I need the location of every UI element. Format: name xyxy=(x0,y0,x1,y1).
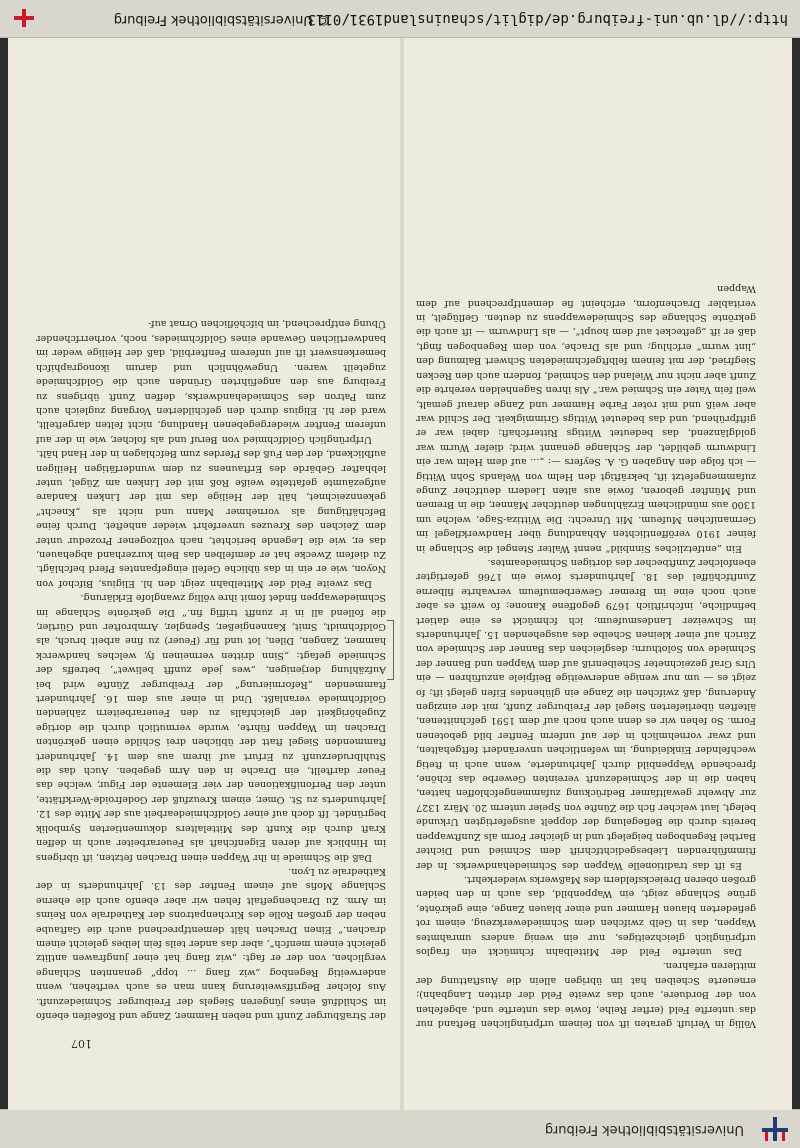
book-page xyxy=(8,38,792,1110)
university-logo-icon xyxy=(14,9,34,27)
paragraph: Urfprünglich Goldfchmied von Beruf und als folcher, wie in der auf unferem Fenfter wiedergegebenen Handlung, nicht felten dargeftellt, ward der hl. Eligius durch den gefchilderten Vorgang zugleich auch zum Patron des Schmiedehandwerks, deffen Zunft übrigens zu Freiburg aus den angeführten Gründen auch die Goldfchmiede zugeteilt waren. Ungewöhnlich und darum ikonographifch bemerkenswert ift auf unferem Fenfterbild, daß der Heilige weder im bandwertlichen Gewande eines Goldfchmiedes, noch, vorherrfchender Übung entfprechend, im bifchöflichen Ornat auf- xyxy=(36,318,386,445)
paragraph: Das unterfte Feld der Mittelbahn fchmückt ein fraglos urfprünglich gleichzeitiges, nur ein wenig anders umrahmtes Wappen, das in Gelb zwifchen dem Schmiedewerkzeug, einem rot gefiederten blauen Hammer und einer blauen Zange, eine gekrönte, grüne Schlange zeigt, ein Wappenbild, das auch in den beiden großen oberen Dreiecksfeldern des Maßwerks wiederkehrt. xyxy=(416,873,756,957)
copyright-holder: © Universitätsbibliothek Freiburg xyxy=(113,12,330,27)
library-name: Universitätsbibliothek Freiburg xyxy=(544,1122,744,1137)
paragraph: Das zweite Feld der Mittelbahn zeigt den hl. Eligius, Bifchof von Noyon, wie er ein in das übliche Gefell eingefpanntes Pferd befchlägt. Zu diefem Zwecke hat er demfelben das Bein kurzerhand abgehauen, das er, wie die Legende berichtet, nach vollzogener Prozedur unter dem Zeichen des Kreuzes unverfehrt wieder anheftet. Durch feine Befchäftigung als vornehmer Mann und nicht als „Knecht“ gekennzeichnet, hält der Heilige das mit der Linken Kandare aufgezäumte gefattelte weiße Roß mit der Linken am Zügel, unter lebhafter Gebärde des Erftaunens zu dem wunderfätigen Heiligen aufblickend, der den Fuß des Pferdes zum Befchlagen in der Hand hält. xyxy=(36,448,386,589)
university-logo-icon xyxy=(762,1117,788,1141)
permalink-url[interactable]: http://dl.ub.uni-freiburg.de/diglit/schauinsland1931/0113 xyxy=(307,11,788,27)
paragraph: der Straßburger Zunft und neben Hammer, Zange und Roßeifen ebenfo im Schildfuß eines jüngeren Siegels der Freiburger Schmiedezunft. Aus folcher Begriffsweiterung kann man es auch verftehen, wenn anderweitig Regenbog „wiz flang ... topp“ genannten Schlange verglichen, von der er fagt: „wiz flang hat einer jungfrawen antlitz geleicht einem menfch“, aber das ander teils fein leibes geleicht einem drachen.“ Einen Drachen hält dementfprechend auch die Gaftaube neben der großen Rolle des Kirchenpatrons der Kathedrale von Reims im Arm. Zu Drachengeftalt fehen wir aber ebenfo auch die eherne Schlange Mofis auf einem Fenfter des 13. Jahrhunderts in der Kathedrale zu Lyon. xyxy=(36,865,386,1021)
paragraph: Ein „entfetzliches Sinnbild“ nennt Walter Stengel die Schlange in feiner 1910 veröffentlichten Abhandlung über Handwerkflegel im Germanifchen Mufeum. Mit Unrecht: Die Wittiza-Sage, welche um 1300 aus mündlichem Erzählungen deutfcher Männer, die in Bremen und Münfter geboren, fowie aus alten Liedern deutfcher Zunge zufammengefetzt ift, bekräftigt den Helm von Welands Sohn Wittig — ich folge den Angaben G. A. Seyfers —: „... auf dem Helm war ein Lindwurm gebildet, der Schlange genannt wird; diefer Wurm war goldglänzend, das bedeutet Wittigs Ritterfchaft; dabei war er giftfprühend, und das bedeutet Wittigs Grimmigkeit. Der Schild war aber weiß und mit roter Farbe Hammer und Zange darauf gemalt, weil fein Vater ein Schmied war.“ Als ihren Sagenhelden verehrte die Zunft aber nicht nur Wieland den Schmied, fondern auch den Recken Siegfried, der mit feinem felbftgefchmiedeten Schwert Balmung den „lint wurm“ erfchlug; und als Drache, von dem Regenbogen fingt, daß er ift „geftecket auf dem houpt“, — als Lindwurm — ift auch die gekrönte Schlange des Schmiedewappens zu deuten. Geflügelt, in veritabler Drachenform, erfcheint fie dementfprechend auf dem Wappen xyxy=(416,283,756,554)
left-text-column xyxy=(416,20,756,1030)
page-gutter xyxy=(400,38,404,1110)
viewer-footer xyxy=(0,0,800,38)
margin-bracket xyxy=(387,620,394,680)
paragraph: Völlig in Verluft geraten ift von feinem urfprünglichen Beftand nur das unterfte Feld (erfter Reihe, fowie das unterfte und, abgefehen von der Borduere, auch das zweite Feld der dritten Langbahn); erneuerte Scheiben hat im übrigen allein die Ausftattung der mittleren erfahren. xyxy=(416,960,756,1029)
paragraph: Es ift das traditionelle Wappen des Schmiedehandwerks. In der ftimmführenden Liebesgedichtfchrift dem Schmied und Dichter Barthel Regenbogen beigelegt und in gleicher Form als Zunftwappen bereits durch die Befiegelung der doppelt ausgefertigten Urkunde belegt, laut welcher fich die Zünfte von Speier unterm 20. März 1327 zur Abwehr gewaltfamer Bedrückung zufammengefchloffen hatten, haben die in der Schmiedezunft vereinten Gewerbe das fchöne, fprechende Wappenbild durch Jahrhunderte, wenn auch in ftetig wechfelnder Einkleidung, im wefentlichen unverändert feftgehalten, und zwar vornehmlich in der auf unferm Fenfter bild gebotenen Form. So fehen wir es denn auch noch auf dem 1591 gefchnittenen, älteften überlieferten Siegel der Freiburger Zunft, mit der einzigen Änderung, daß zwifchen die Zange ein glühendes Eifen gelegt ift; fo zeigt es — um nur wenige anderweitige Beifpiele anzuführen — ein Ulrs Graf gezeichneter Scheibenriß auf dem Wappen und Banner der Schmiede von Solothurn; desgleichen das Banner der Schmiede von Zürich auf einer kleinen Scheibe des ausgehenden 15. Jahrhunderts im Schweizer Landesmufeum; ich fchmückt es eine datiert befindliche, infchriftlich 1679 gegoffene Kanone; fo weift es aber auch noch eine im Bremer Gewerbemufeum verwahrte filberne Zunftfchüffel des 18. Jahrhunderts fowie ein 1766 gefertigter ebenfolcher Zunftbecher des dortigen Schmiedeamtes. xyxy=(416,557,756,871)
right-text-column xyxy=(36,32,386,1022)
page-number: 107 xyxy=(71,1037,92,1050)
viewer-header xyxy=(0,1109,800,1148)
paragraph: Daß die Schmiede in ihr Wappen einen Drachen fetzten, ift übrigens im Hinblick auf deren Eigenfchaft als Feuerarbeiter auch in deffen Kraft durch die Kunft des Mittelalters dokumentierten Symbolik begründet. Ift doch auf einer Goldfchmiedearbeit aus der Mitte des 12. Jahrhunderts zu St. Omer, einem Kreuzfuß der Godefroide-Werkftätte, unter den Perfonifikationen der vier Elemente der Figur, welche das Feuer darftellt, ein Drache in den Arm gegeben. Auch das die Stuhlbruderzunft zu Erfurt auf ihrem aus dem 14. Jahrhundert ftammenden Siegel ftatt der üblichen drei Schilde einen gekrönten Drachen im Wappen führte, wurde vermutlich durch die dortige Zugehörigkeit der gleichfalls zu den Feuerarbeitern zählenden Goldfchmiede veranlaßt. Und in einer aus dem 16. Jahrhundert ftammenden „Reformierung“ der Freiburger Zünfte wird bei Aufzählung derjenigen, „wes jede zunfft beliwet“, betreffs der Schmiede gefagt: „Sinn dritten vermeinen fy, welches handwerck hammer, Zangen, Dilen, lot und für (Feuer) zu fine arbeit bruch, als Goldfchmidt, Smit, Kannengießer, Spengler, Armbrofter und Gürtler, die follend all in ir zunfft triffig fin.“ Die gekrönte Schlange im Schmiedewappen findet fomit ihre völlig zwanglofe Erklärung. xyxy=(36,592,386,863)
